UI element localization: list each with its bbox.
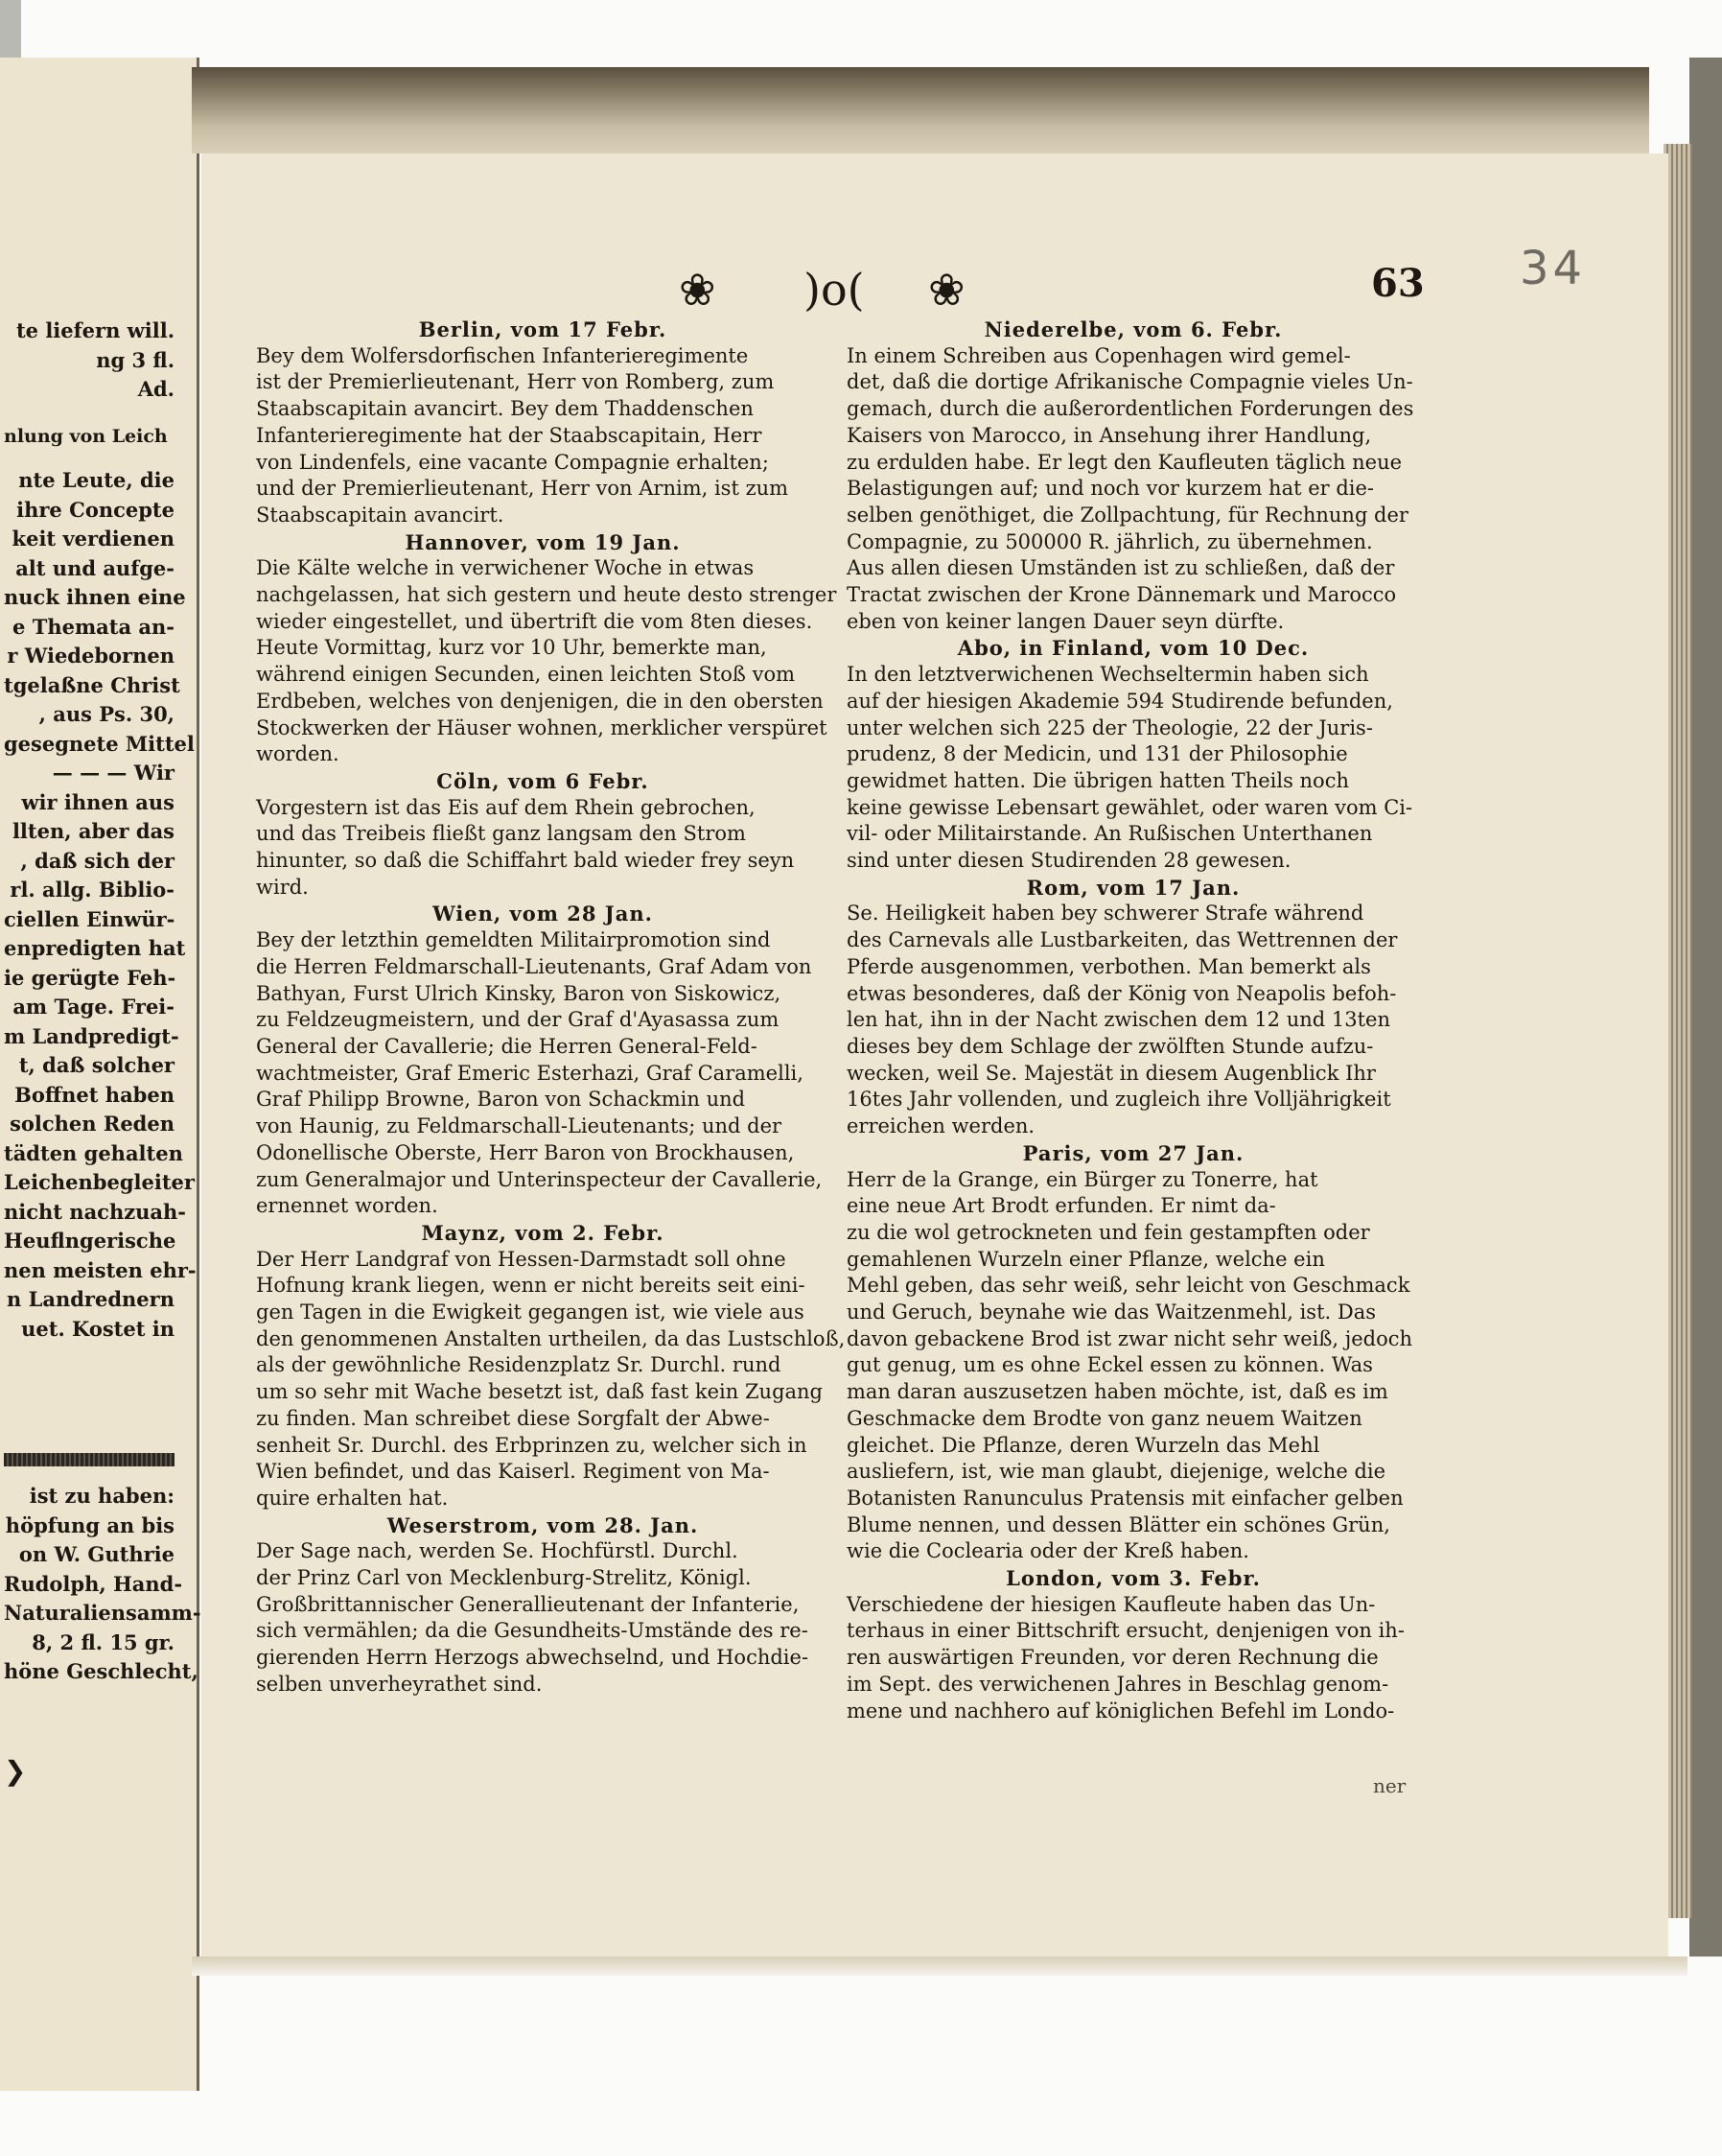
article-body bbox=[847, 1167, 1420, 1566]
article-dateline: Niederelbe, vom 6. Febr. bbox=[984, 317, 1283, 341]
text-line: keine gewisse Lebensart gewählet, oder waren vom Ci- bbox=[847, 795, 1413, 819]
text-line: Staabscapitain avancirt. bbox=[256, 503, 504, 527]
previous-page-line: , daß sich der bbox=[20, 848, 175, 873]
text-line: prudenz, 8 der Medicin, und 131 der Philosophie bbox=[847, 742, 1348, 766]
text-line: vil- oder Militairstande. An Rußischen Unterthanen bbox=[847, 822, 1373, 846]
previous-page-line: höpfung an bis bbox=[5, 1512, 175, 1537]
previous-page-line: Ad. bbox=[137, 377, 175, 401]
text-line: Vorgestern ist das Eis auf dem Rhein gebrochen, bbox=[256, 795, 756, 819]
previous-page-text-upper bbox=[4, 316, 197, 1344]
text-line: Wien befindet, und das Kaiserl. Regiment von Ma- bbox=[256, 1460, 770, 1484]
text-line: Der Herr Landgraf von Hessen-Darmstadt soll ohne bbox=[256, 1247, 786, 1271]
text-line: sich vermählen; da die Gesundheits-Umstände des re- bbox=[256, 1619, 808, 1643]
text-line: von Lindenfels, eine vacante Compagnie erhalten; bbox=[256, 450, 769, 474]
article-body bbox=[256, 927, 829, 1220]
text-line: während einigen Secunden, einen leichten Stoß vom bbox=[256, 663, 796, 687]
text-line: wieder eingestellet, und übertrift die vom 8ten dieses. bbox=[256, 609, 813, 633]
text-line: eben von keiner langen Dauer seyn dürfte. bbox=[847, 609, 1285, 633]
article-dateline: Wien, vom 28 Jan. bbox=[432, 902, 653, 926]
previous-page-line: m Landpredigt- bbox=[4, 1023, 179, 1048]
text-line: gierenden Herrn Herzogs abwechselnd, und Hochdie- bbox=[256, 1646, 809, 1670]
text-line: Odonellische Oberste, Herr Baron von Brockhausen, bbox=[256, 1140, 795, 1164]
text-line: Hofnung krank liegen, wenn er nicht bereits seit eini- bbox=[256, 1274, 805, 1298]
text-line: wachtmeister, Graf Emeric Esterhazi, Graf Caramelli, bbox=[256, 1061, 803, 1085]
text-line: terhaus in einer Bittschrift ersucht, denjenigen von ih- bbox=[847, 1619, 1405, 1643]
article-dateline: Paris, vom 27 Jan. bbox=[1022, 1140, 1245, 1165]
text-line: nachgelassen, hat sich gestern und heute desto strenger bbox=[256, 583, 837, 607]
text-line: gemach, durch die außerordentlichen Forderungen des bbox=[847, 397, 1414, 421]
right-cover-board bbox=[1689, 58, 1722, 1957]
previous-page-line: te liefern will. bbox=[15, 318, 175, 342]
text-line: Mehl geben, das sehr weiß, sehr leicht von Geschmack bbox=[847, 1274, 1410, 1298]
article-body bbox=[256, 555, 837, 768]
text-line: General der Cavallerie; die Herren General-Feld- bbox=[256, 1034, 757, 1058]
article-dateline: Abo, in Finland, vom 10 Dec. bbox=[957, 636, 1310, 661]
ornament-center: )o( bbox=[803, 264, 865, 316]
text-line: unter welchen sich 225 der Theologie, 22 der Juris- bbox=[847, 715, 1373, 739]
previous-page-line: 8, 2 fl. 15 gr. bbox=[32, 1629, 175, 1654]
previous-page-line: höne Geschlecht, bbox=[4, 1659, 198, 1683]
text-line: gemahlenen Wurzeln einer Pflanze, welche ein bbox=[847, 1247, 1325, 1271]
text-line: Bey dem Wolfersdorfischen Infanterieregimente bbox=[256, 343, 749, 367]
previous-page-line: nicht nachzuah- bbox=[4, 1199, 187, 1224]
previous-page-line: ciellen Einwür- bbox=[4, 906, 175, 931]
previous-page-line: r Wiedebornen bbox=[7, 644, 175, 668]
text-line: 16tes Jahr vollenden, und zugleich ihre Volljährigkeit bbox=[847, 1088, 1391, 1112]
catchword: ner bbox=[1373, 1774, 1407, 1797]
text-line: gleichet. Die Pflanze, deren Wurzeln das Mehl bbox=[847, 1433, 1320, 1457]
previous-page-line: n Landrednern bbox=[7, 1287, 175, 1311]
text-line: zu erdulden habe. Er legt den Kaufleuten täglich neue bbox=[847, 450, 1403, 474]
article-body bbox=[256, 343, 829, 529]
text-line: In einem Schreiben aus Copenhagen wird gemel- bbox=[847, 343, 1351, 367]
text-line: und das Treibeis fließt ganz langsam den Strom bbox=[256, 822, 746, 846]
news-article bbox=[847, 316, 1420, 635]
text-line: auf der hiesigen Akademie 594 Studirende befunden, bbox=[847, 689, 1393, 713]
article-dateline: Hannover, vom 19 Jan. bbox=[405, 529, 681, 554]
text-line: Geschmacke dem Brodte von ganz neuem Waitzen bbox=[847, 1406, 1362, 1430]
text-line: len hat, ihn in der Nacht zwischen dem 12 und 13ten bbox=[847, 1008, 1390, 1032]
text-line: Botanisten Ranunculus Pratensis mit einfacher gelben bbox=[847, 1486, 1404, 1510]
news-article bbox=[256, 1220, 846, 1512]
text-line: wird. bbox=[256, 875, 309, 899]
text-line: sind unter diesen Studirenden 28 gewesen. bbox=[847, 849, 1292, 873]
ornament-left: ❀ bbox=[679, 264, 716, 316]
text-line: Kaisers von Marocco, in Ansehung ihrer Handlung, bbox=[847, 423, 1372, 447]
text-line: selben unverheyrathet sind. bbox=[256, 1672, 543, 1696]
article-dateline: Maynz, vom 2. Febr. bbox=[421, 1220, 664, 1245]
previous-page-line: alt und aufge- bbox=[15, 555, 175, 580]
text-line: Erdbeben, welches von denjenigen, die in den obersten bbox=[256, 689, 824, 713]
previous-page-hand-mark: ❯ bbox=[4, 1755, 27, 1787]
text-line: wie die Coclearia oder der Kreß haben. bbox=[847, 1539, 1249, 1563]
previous-page-line: Heuflngerische bbox=[4, 1229, 176, 1253]
news-article bbox=[256, 768, 829, 902]
text-line: Pferde ausgenommen, verbothen. Man bemerkt als bbox=[847, 954, 1371, 978]
pencil-folio-number: 34 bbox=[1520, 242, 1587, 295]
previous-page-line: ist zu haben: bbox=[29, 1484, 175, 1508]
news-article bbox=[256, 316, 829, 529]
text-line: gewidmet hatten. Die übrigen hatten Theils noch bbox=[847, 768, 1349, 792]
news-article bbox=[847, 1140, 1420, 1565]
text-line: eine neue Art Brodt erfunden. Er nimt da- bbox=[847, 1194, 1276, 1218]
news-article bbox=[847, 875, 1420, 1140]
previous-page-line: Boffnet haben bbox=[14, 1082, 175, 1107]
previous-page-line: gesegnete Mittel bbox=[4, 731, 195, 756]
previous-page-text-lower bbox=[4, 1482, 201, 1687]
news-article bbox=[847, 1565, 1420, 1724]
text-line: um so sehr mit Wache besetzt ist, daß fast kein Zugang bbox=[256, 1380, 824, 1404]
previous-page-line: nte Leute, die bbox=[18, 468, 175, 492]
text-line: Bathyan, Furst Ulrich Kinsky, Baron von Siskowicz, bbox=[256, 981, 781, 1005]
article-dateline: London, vom 3. Febr. bbox=[1006, 1566, 1261, 1591]
text-line: In den letztverwichenen Wechseltermin haben sich bbox=[847, 663, 1369, 687]
previous-page-line: Naturaliensamm- bbox=[4, 1601, 201, 1625]
text-line: Verschiedene der hiesigen Kaufleute haben das Un- bbox=[847, 1592, 1376, 1616]
text-line: Die Kälte welche in verwichener Woche in etwas bbox=[256, 556, 755, 580]
article-body bbox=[847, 1592, 1420, 1725]
text-line: det, daß die dortige Afrikanische Compagnie vieles Un- bbox=[847, 370, 1413, 394]
text-line: wecken, weil Se. Majestät in diesem Augenblick Ihr bbox=[847, 1061, 1376, 1085]
text-line: und der Premierlieutenant, Herr von Arnim, ist zum bbox=[256, 477, 789, 501]
text-line: davon gebackene Brod ist zwar nicht sehr weiß, jedoch bbox=[847, 1326, 1413, 1350]
previous-page-line: — — — Wir bbox=[52, 761, 175, 785]
text-line: den genommenen Anstalten urtheilen, da das Lustschloß, bbox=[256, 1326, 846, 1350]
text-line: Compagnie, zu 500000 R. jährlich, zu übernehmen. bbox=[847, 529, 1373, 553]
text-line: Stockwerken der Häuser wohnen, merklicher verspüret bbox=[256, 715, 827, 739]
text-line: zu Feldzeugmeistern, und der Graf d'Ayasassa zum bbox=[256, 1008, 780, 1032]
previous-page-line: ng 3 fl. bbox=[96, 347, 175, 372]
text-line: der Prinz Carl von Mecklenburg-Strelitz, Königl. bbox=[256, 1566, 752, 1590]
previous-page-line: wir ihnen aus bbox=[21, 789, 175, 814]
text-line: Der Sage nach, werden Se. Hochfürstl. Durchl. bbox=[256, 1539, 738, 1563]
page-number: 63 bbox=[1371, 261, 1425, 306]
text-line: ausliefern, ist, wie man glaubt, diejenige, welche die bbox=[847, 1460, 1386, 1484]
previous-page-line: ihre Concepte bbox=[16, 497, 175, 522]
ornament-right: ❀ bbox=[928, 264, 966, 316]
text-line: worden. bbox=[256, 742, 339, 766]
text-line: Heute Vormittag, kurz vor 10 Uhr, bemerkte man, bbox=[256, 636, 767, 660]
text-line: als der gewöhnliche Residenzplatz Sr. Durchl. rund bbox=[256, 1353, 781, 1377]
text-line: Großbrittannischer Generallieutenant der Infanterie, bbox=[256, 1592, 800, 1616]
text-line: Blume nennen, und dessen Blätter ein schönes Grün, bbox=[847, 1512, 1390, 1536]
text-line: ernennet worden. bbox=[256, 1194, 438, 1218]
text-line: ist der Premierlieutenant, Herr von Romberg, zum bbox=[256, 370, 775, 394]
article-dateline: Weserstrom, vom 28. Jan. bbox=[386, 1512, 699, 1537]
previous-page-line: am Tage. Frei- bbox=[12, 995, 175, 1019]
previous-page-line: keit verdienen bbox=[12, 527, 175, 551]
text-line: man daran auszusetzen haben möchte, ist, daß es im bbox=[847, 1380, 1388, 1404]
previous-page-line: Rudolph, Hand- bbox=[4, 1571, 183, 1596]
text-line: die Herren Feldmarschall-Lieutenants, Graf Adam von bbox=[256, 954, 812, 978]
text-line: Staabscapitain avancirt. Bey dem Thaddenschen bbox=[256, 397, 754, 421]
article-dateline: Rom, vom 17 Jan. bbox=[1026, 875, 1241, 900]
news-article bbox=[256, 529, 837, 768]
text-line: Se. Heiligkeit haben bey schwerer Strafe während bbox=[847, 902, 1364, 926]
page-stack-bottom bbox=[192, 1957, 1687, 1976]
left-text-column bbox=[256, 316, 846, 1699]
text-line: Belastigungen auf; und noch vor kurzem hat er die- bbox=[847, 477, 1375, 501]
previous-page-line: uet. Kostet in bbox=[21, 1316, 175, 1341]
article-body bbox=[847, 901, 1420, 1139]
news-article bbox=[847, 635, 1420, 874]
previous-page-line: nlung von Leich bbox=[4, 425, 168, 447]
text-line: von Haunig, zu Feldmarschall-Lieutenants; und der bbox=[256, 1114, 782, 1138]
text-line: erreichen werden. bbox=[847, 1114, 1036, 1138]
text-line: selben genöthiget, die Zollpachtung, für Rechnung der bbox=[847, 503, 1408, 527]
article-body bbox=[256, 795, 829, 902]
previous-page-line: tädten gehalten bbox=[4, 1140, 183, 1165]
article-body bbox=[847, 662, 1420, 875]
text-line: hinunter, so daß die Schiffahrt bald wieder frey seyn bbox=[256, 849, 795, 873]
text-line: zu finden. Man schreibet diese Sorgfalt der Abwe- bbox=[256, 1406, 770, 1430]
previous-page-line: on W. Guthrie bbox=[18, 1542, 175, 1566]
text-line: senheit Sr. Durchl. des Erbprinzen zu, welcher sich in bbox=[256, 1433, 807, 1457]
previous-page-line: Leichenbegleiter bbox=[4, 1170, 195, 1194]
text-line: Graf Philipp Browne, Baron von Schackmin und bbox=[256, 1088, 746, 1112]
text-line: mene und nachhero auf königlichen Befehl im Londo- bbox=[847, 1699, 1395, 1722]
text-line: quire erhalten hat. bbox=[256, 1486, 449, 1510]
right-text-column bbox=[847, 316, 1420, 1724]
previous-page-line: t, daß solcher bbox=[18, 1053, 175, 1077]
text-line: zum Generalmajor und Unterinspecteur der Cavallerie, bbox=[256, 1167, 823, 1191]
news-article bbox=[256, 901, 829, 1219]
previous-page-rule bbox=[4, 1453, 175, 1466]
text-line: Tractat zwischen der Krone Dännemark und Marocco bbox=[847, 583, 1397, 607]
article-body bbox=[256, 1247, 846, 1512]
text-line: Bey der letzthin gemeldten Militairpromotion sind bbox=[256, 928, 771, 952]
previous-page-line: nen meisten ehr- bbox=[4, 1257, 197, 1282]
text-line: im Sept. des verwichenen Jahres in Beschlag genom- bbox=[847, 1672, 1389, 1696]
previous-page-line: tgelaßne Christ bbox=[4, 672, 180, 697]
text-line: ren auswärtigen Freunden, vor deren Rechnung die bbox=[847, 1646, 1379, 1670]
article-dateline: Berlin, vom 17 Febr. bbox=[418, 317, 667, 341]
previous-page-line: solchen Reden bbox=[10, 1112, 175, 1136]
previous-page-line: enpredigten hat bbox=[4, 936, 186, 960]
article-dateline: Cöln, vom 6 Febr. bbox=[436, 768, 649, 793]
text-line: Herr de la Grange, ein Bürger zu Tonerre, hat bbox=[847, 1167, 1318, 1191]
text-line: dieses bey dem Schlage der zwölften Stunde aufzu- bbox=[847, 1034, 1374, 1058]
news-article bbox=[256, 1512, 829, 1699]
previous-page-line: e Themata an- bbox=[12, 614, 175, 639]
article-body bbox=[847, 343, 1420, 636]
article-body bbox=[256, 1538, 829, 1698]
previous-page-line: , aus Ps. 30, bbox=[38, 702, 175, 726]
text-line: des Carnevals alle Lustbarkeiten, das Wettrennen der bbox=[847, 928, 1398, 952]
text-line: Aus allen diesen Umständen ist zu schließen, daß der bbox=[847, 556, 1395, 580]
text-line: gut genug, um es ohne Eckel essen zu können. Was bbox=[847, 1353, 1373, 1377]
text-line: Infanterieregimente hat der Staabscapitain, Herr bbox=[256, 423, 762, 447]
text-line: zu die wol getrockneten und fein gestampften oder bbox=[847, 1220, 1370, 1244]
page-stack-top bbox=[192, 67, 1649, 153]
text-line: und Geruch, beynahe wie das Waitzenmehl, ist. Das bbox=[847, 1301, 1376, 1324]
text-line: etwas besonderes, daß der König von Neapolis befoh- bbox=[847, 981, 1397, 1005]
previous-page-line: nuck ihnen eine bbox=[4, 585, 186, 609]
previous-page-line: ie gerügte Feh- bbox=[4, 965, 176, 990]
previous-page-line: llten, aber das bbox=[12, 819, 175, 843]
previous-page-line: rl. allg. Biblio- bbox=[10, 878, 175, 902]
text-line: gen Tagen in die Ewigkeit gegangen ist, wie viele aus bbox=[256, 1301, 804, 1324]
